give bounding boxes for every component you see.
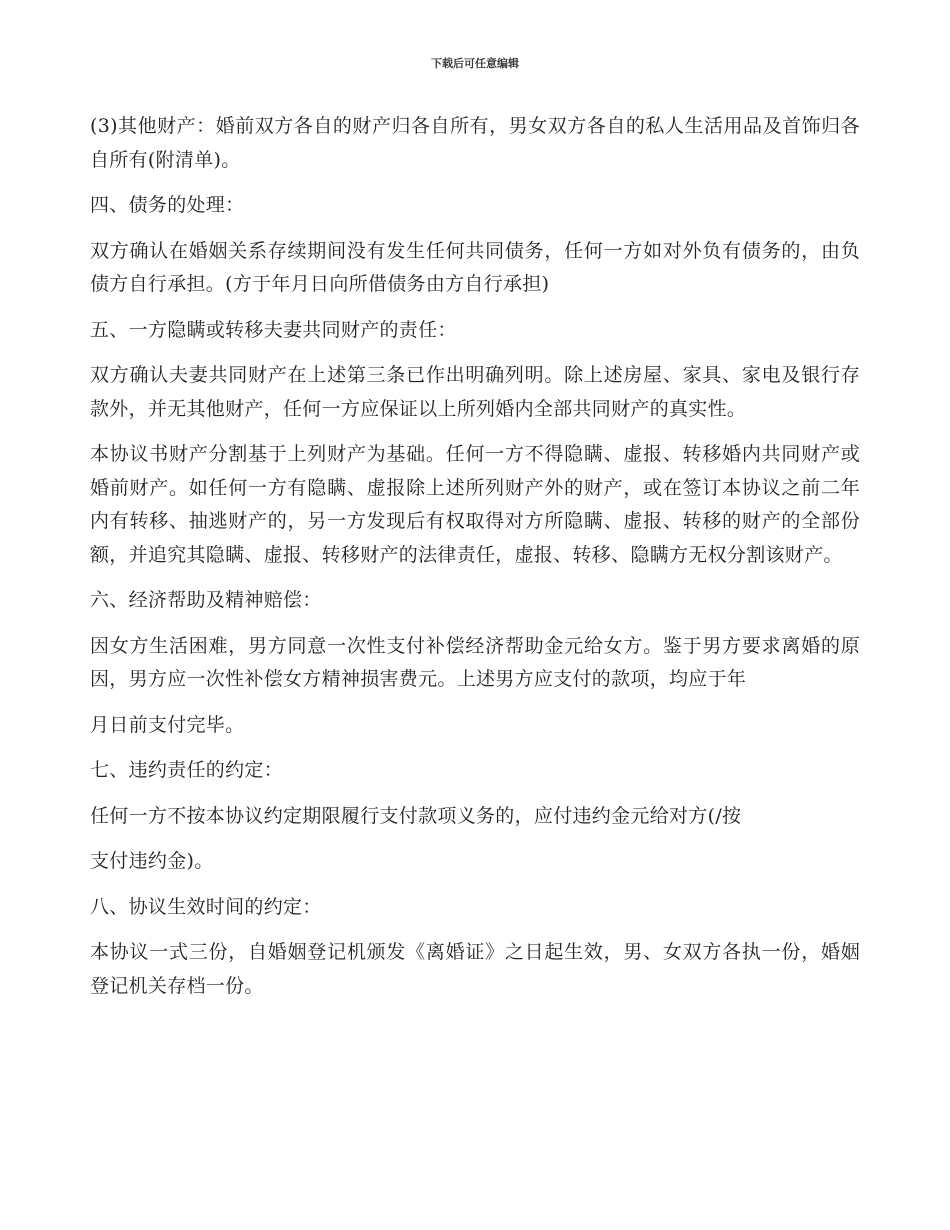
paragraph-payment-deadline: 月日前支付完毕。: [90, 713, 245, 736]
paragraph-gap: [90, 177, 860, 189]
paragraph-gap: [90, 426, 860, 438]
paragraph-joint-property-confirmation: 双方确认夫妻共同财产在上述第三条已作出明确列明。除上述房屋、家具、家电及银行存款外，并无其他财产，任何一方应保证以上所列婚内全部共同财产的真实性。: [90, 364, 860, 420]
section-heading-compensation: 六、经济帮助及精神赔偿：: [90, 589, 322, 611]
section-heading-effective-date: 八、协议生效时间的约定：: [90, 895, 322, 918]
paragraph-gap: [90, 924, 860, 936]
paragraph-concealment-liability: 本协议书财产分割基于上列财产为基础。任何一方不得隐瞒、虚报、转移婚内共同财产或婚前财产。如任何一方有隐瞒、虚报除上述所列财产外的财产，或在签订本协议之前二年内有转移、抽逃财产的，另一方发现后有权取得对方所隐瞒、虚报、转移的财产的全部份额，并追究其隐瞒、虚报、转移财产的法律责任，虚报、转移、隐瞒方无权分割该财产。: [90, 443, 860, 566]
paragraph-gap: [90, 302, 860, 314]
page-header: 下载后可任意编辑: [431, 57, 519, 70]
document-body: [90, 110, 860, 1003]
paragraph-debts: 双方确认在婚姻关系存续期间没有发生任何共同债务，任何一方如对外负有债务的，由负债方自行承担。(方于年月日向所借债务由方自行承担): [90, 239, 860, 295]
section-heading-breach: 七、违约责任的约定：: [90, 759, 284, 781]
section-heading-concealment: 五、一方隐瞒或转移夫妻共同财产的责任：: [90, 318, 457, 341]
paragraph-gap: [90, 742, 860, 754]
paragraph-other-property: (3)其他财产：婚前双方各自的财产归各自所有，男女双方各自的私人生活用品及首饰归各自所有(附清单)。: [90, 115, 860, 171]
paragraph-compensation: 因女方生活困难，男方同意一次性支付补偿经济帮助金元给女方。鉴于男方要求离婚的原因，男方应一次性补偿女方精神损害费元。上述男方应支付的款项，均应于年: [90, 634, 860, 690]
paragraph-gap: [90, 618, 860, 630]
paragraph-effective-date: 本协议一式三份，自婚姻登记机颁发《离婚证》之日起生效，男、女双方各执一份，婚姻登记机关存档一份。: [90, 941, 860, 997]
paragraph-gap: [90, 347, 860, 359]
paragraph-gap: [90, 833, 860, 845]
paragraph-gap: [90, 879, 860, 891]
paragraph-gap: [90, 788, 860, 800]
section-heading-debts: 四、债务的处理：: [90, 194, 245, 216]
paragraph-breach-penalty-continued: 支付违约金)。: [90, 850, 214, 872]
paragraph-gap: [90, 697, 860, 709]
paragraph-gap: [90, 223, 860, 235]
paragraph-gap: [90, 572, 860, 584]
paragraph-breach-penalty: 任何一方不按本协议约定期限履行支付款项义务的，应付违约金元给对方(/按: [90, 804, 742, 827]
